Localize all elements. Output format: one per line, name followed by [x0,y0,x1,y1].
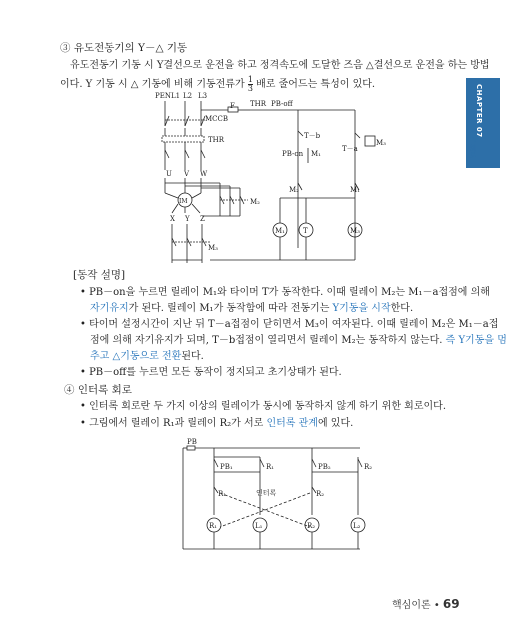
label-pb: PB [187,438,197,446]
chapter-note: 제어 회로 [469,128,477,159]
lamp-l2: L₂ [353,522,361,530]
label-pnl: PENL1 [155,92,181,100]
label-m3-contact: M₃ [376,139,386,147]
label-r2-a: R₂ [364,463,373,471]
page-footer [392,596,460,611]
coil-t: T [303,227,308,235]
label-m2-main: M₂ [250,198,260,206]
explain-b2-blue: 즉 Y기동을 멈 [445,335,507,346]
y-delta-circuit [150,88,470,268]
label-f: F [230,102,235,110]
label-x: X [170,215,175,223]
page-number: 69 [442,597,460,611]
label-mccb: MCCB [205,115,229,123]
label-l2: L2 [183,92,193,100]
fraction-num: 1 [247,75,253,84]
section3-title: ③ 유도전동기의 Y－△ 기동 [60,42,188,54]
label-pb1: PB₁ [220,463,233,471]
explain-b1-l1: • PB－on을 누르면 릴레이 M₁와 타이머 T가 동작한다. 이때 릴레이 M₂는 M₁－a접점에 의해 [80,287,490,298]
label-pboff: PB-off [271,100,293,108]
section4-b2 [80,417,353,431]
label-pb2: PB₂ [318,463,331,471]
lamp-l1: L₁ [255,522,263,530]
label-w: W [200,170,208,178]
label-z: Z [200,215,205,223]
coil-m1: M₁ [275,227,285,235]
label-m3-main: M₃ [208,244,218,252]
explain-b2-blue2: 추고 △기동으로 전환 [90,351,182,362]
label-pbon: PB-on [282,150,304,158]
label-im: IM [179,198,188,205]
footer-label: 핵심이론 • [392,600,440,611]
explain-b2-end: 된다. [181,351,204,362]
label-r2-b: R₂ [316,490,325,498]
explain-b1-end: 한다. [390,303,414,314]
label-v: V [184,170,190,178]
section4-title: ④ 인터록 회로 [64,384,132,396]
explain-b1-blue: 자기유지 [90,303,129,314]
coil-m3: M₃ [350,227,360,235]
coil-r1: R₁ [209,522,218,530]
explain-b2-l2 [90,334,507,348]
explain-b1-mid: 가 된다. 릴레이 M₁가 동작함에 따라 전동기는 [128,303,333,314]
label-tb: T－b [304,132,321,140]
label-m2-contact: M₂ [289,186,299,194]
label-r1-b: R₁ [218,490,227,498]
section4-b2-end: 에 있다. [317,418,354,429]
section4-b2-blue: 인터록 관계 [266,418,318,429]
section3-line2b: 배로 줄어드는 특성이 있다. [256,79,376,90]
explain-b1-l2 [90,302,413,316]
label-r1-a: R₁ [266,463,275,471]
explain-b2-l1: • 타이머 설정시간이 지난 뒤 T－a접점이 닫히면서 M₃이 여자된다. 이때 릴레이 M₂은 M₁－a접 [80,319,499,330]
explain-b1-blue2: Y기동을 시작 [332,303,391,314]
section3-line2a: 이다. Y 기동 시 △ 기동에 비해 기동전류가 [60,79,245,90]
chapter-label: CHAPTER 07 [475,84,483,138]
explain-heading: [동작 설명] [73,269,126,281]
label-m1-contact: M₁ [311,150,321,158]
fraction-den: 3 [247,84,253,93]
label-thr: THR [208,136,225,144]
label-thr-top: THR [250,100,267,108]
explain-b3: • PB－off를 누르면 모든 동작이 정지되고 초기상태가 된다. [80,367,342,378]
section4-b1: • 인터록 회로란 두 가지 이상의 릴레이가 동시에 동작하지 않게 하기 위한 회로이다. [80,401,447,412]
section3-line1: 유도전동기 기동 시 Y결선으로 운전을 하고 정격속도에 도달한 즈음 △결선으로 운전을 하는 방법 [70,60,490,71]
explain-b2-a: 점에 의해 자기유지가 되며, T－b접점이 열리면서 릴레이 M₂는 동작하지 않는다. [90,335,446,346]
label-l3: L3 [198,92,208,100]
explain-b2-l3 [90,350,204,364]
coil-r2: R₂ [307,522,316,530]
label-y: Y [185,215,190,223]
label-interlock: 인터록 [256,489,277,497]
label-u: U [166,170,172,178]
section4-b2-a: • 그림에서 릴레이 R₁과 릴레이 R₂가 서로 [80,418,267,429]
label-ta: T－a [342,145,358,153]
label-m1-b: M₁ [350,186,360,194]
interlock-circuit [180,437,380,555]
